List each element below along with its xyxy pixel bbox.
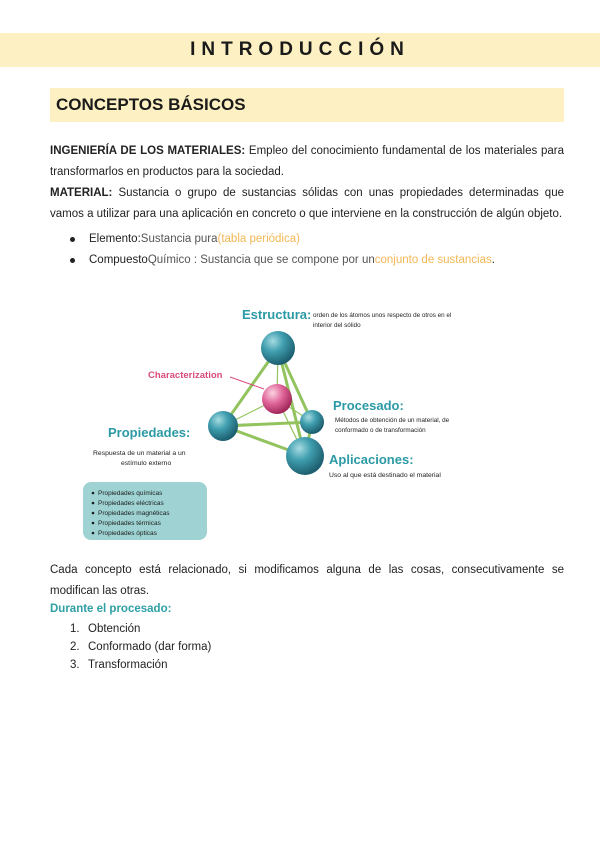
desc-estructura-2: interior del sólido <box>313 322 361 329</box>
propiedades-sphere <box>208 411 238 441</box>
desc-aplicaciones: Uso al que está destinado el material <box>329 472 441 479</box>
definition-material <box>50 183 564 225</box>
process-heading: Durante el procesado: <box>50 603 172 615</box>
bullet-icon <box>92 532 95 535</box>
term-material: MATERIAL: <box>50 187 113 199</box>
property-item: Propiedades eléctricas <box>98 500 164 507</box>
title-banner <box>0 33 600 67</box>
label-propiedades: Propiedades: <box>108 425 191 440</box>
relation-paragraph: Cada concepto está relacionado, si modificamos alguna de las cosas, consecutivamente se modifican las otras. <box>50 564 564 597</box>
characterization-pointer <box>230 377 264 389</box>
bullet-link[interactable]: conjunto de sustancias <box>374 254 492 266</box>
label-procesado: Procesado: <box>333 398 404 413</box>
step-number: 2. <box>70 641 80 653</box>
process-steps-list <box>70 620 211 674</box>
step-number: 1. <box>70 623 80 635</box>
desc-procesado-2: conformado o de transformación <box>335 427 426 434</box>
list-item <box>70 638 211 656</box>
bullet-term: Elemento: <box>89 233 141 245</box>
term-ingenieria: INGENIERÍA DE LOS MATERIALES: <box>50 145 246 157</box>
bullet-desc: Químico : Sustancia que se compone por un <box>147 254 375 266</box>
list-item <box>70 229 495 250</box>
bullet-icon <box>92 522 95 525</box>
desc-propiedades-1: Respuesta de un material a un <box>93 450 186 457</box>
text-material: Sustancia o grupo de sustancias sólidas con unas propiedades determinadas que vamos a utilizar para una aplicación en concreto o que interviene en la construcción de algún objeto. <box>50 187 564 220</box>
section-banner <box>50 88 564 122</box>
definition-ingenieria <box>50 141 564 183</box>
bullet-icon <box>92 512 95 515</box>
property-item: Propiedades magnéticas <box>98 510 170 517</box>
estructura-sphere <box>261 331 295 365</box>
page-title: INTRODUCCIÓN <box>190 39 410 60</box>
procesado-sphere <box>300 410 324 434</box>
list-item <box>70 250 495 271</box>
bullet-icon <box>92 502 95 505</box>
desc-propiedades-2: estímulo externo <box>121 460 172 467</box>
bullet-icon <box>70 258 75 263</box>
label-aplicaciones: Aplicaciones: <box>329 452 414 467</box>
label-estructura: Estructura: <box>242 307 312 322</box>
list-item <box>70 656 211 674</box>
list-item <box>70 620 211 638</box>
desc-estructura-1: orden de los átomos unos respecto de otros en el <box>313 312 452 319</box>
text-ingenieria: Empleo del conocimiento fundamental de los materiales para transformarlos en productos para la sociedad. <box>50 145 564 178</box>
property-item: Propiedades químicas <box>98 490 163 497</box>
section-title: CONCEPTOS BÁSICOS <box>56 95 246 114</box>
bullet-term: Compuesto <box>89 254 148 266</box>
desc-procesado-1: Métodos de obtención de un material, de <box>335 417 450 424</box>
bullet-link[interactable]: (tabla periódica) <box>217 233 300 245</box>
bullet-tail: . <box>491 254 495 266</box>
aplicaciones-sphere <box>286 437 324 475</box>
property-item: Propiedades ópticas <box>98 530 157 537</box>
bullet-list <box>70 229 495 271</box>
step-label: Conformado (dar forma) <box>88 641 212 653</box>
materials-tetrahedron-diagram <box>78 298 528 548</box>
bullet-desc: Sustancia pura <box>140 233 218 245</box>
property-item: Propiedades térmicas <box>98 520 161 527</box>
step-number: 3. <box>70 659 80 671</box>
bullet-icon <box>92 492 95 495</box>
label-characterization: Characterization <box>148 370 223 381</box>
step-label: Transformación <box>88 659 168 671</box>
step-label: Obtención <box>88 623 141 635</box>
characterization-sphere <box>262 384 292 414</box>
bullet-icon <box>70 237 75 242</box>
